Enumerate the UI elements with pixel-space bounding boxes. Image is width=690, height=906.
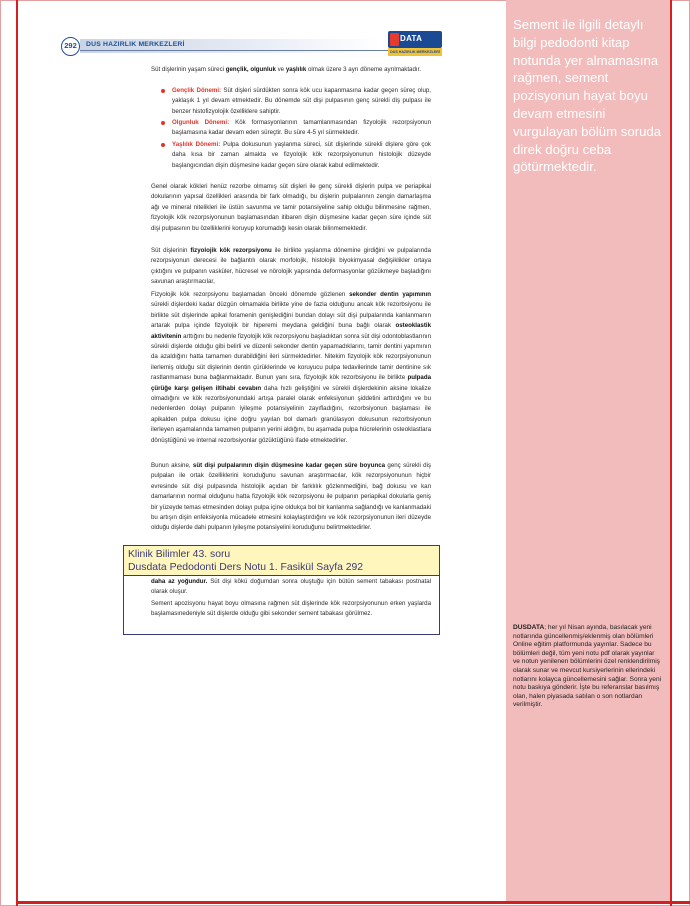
para4-bold: süt dişi pulpalarının dişin düşmesine kadar geçen süre boyunca xyxy=(192,462,386,469)
paragraph-4 xyxy=(151,461,431,534)
para5-post: Süt dişi kökü doğumdan sonra oluştuğu için bütün sement tabakası postnatal olarak oluşur. xyxy=(151,578,431,596)
bullet-item xyxy=(172,86,431,117)
para5-bold: daha az yoğundur. xyxy=(151,578,208,585)
bullet-term: Yaşlılık Dönemi: xyxy=(172,141,221,148)
bottom-border xyxy=(16,901,690,904)
reference-title: Klinik Bilimler 43. soru xyxy=(128,549,231,560)
reference-source: Dusdata Pedodonti Ders Notu 1. Fasikül Sayfa 292 xyxy=(128,562,364,573)
paragraph-1: Genel olarak kökleri henüz rezorbe olmamış süt dişleri ile genç sürekli dişlerin pulpa ve periapikal dokularının yapısal özellikleri arasında bir fark olmadığı, bu dişlerin pulpalarının zengin damarlaşma ağı ve mineral nitelikleri ile üstün savunma ve tamir potansiyeline sahip olduğu bilinmesine rağmen, fizyolojik kök rezorpsiyonunun başlamasından itibaren dişin düşmesine kadar geçen süre içinde süt dişi pulpasının bu özelliklerini koruyup korumadığı kesin olarak bilinmemektedir. xyxy=(151,183,431,232)
logo-subtext: DUS HAZIRLIK MERKEZLERİ xyxy=(388,48,442,56)
para2-bold: fizyolojik kök rezorpsiyonu xyxy=(190,247,272,254)
para2-pre: Süt dişlerinin xyxy=(151,247,191,254)
logo-text: DATA xyxy=(400,34,423,43)
paragraph-2 xyxy=(151,246,431,288)
bullet-text: Pulpa dokusunun yaşlanma süreci, süt dişlerinde sürekli dişlere göre çok daha kısa bir zaman almakta ve fizyolojik kök rezorpsiyonunun histolojik düzeyde başlangıcından dişin düşmesine kadar geçen süre olarak kabul edilmektedir. xyxy=(172,141,431,169)
bullet-item xyxy=(172,140,431,171)
bullet-icon xyxy=(160,87,166,93)
para3-bold-1: sekonder dentin yapımının xyxy=(349,291,431,298)
bullet-text: Süt dişleri sürdükten sonra kök ucu kapanmasına kadar geçen süreç olup, yaklaşık 1 yıl devam etmektedir. Bu dönemde süt dişi pulpasının genç sürekli diş pulpası ile benzer histofizyolojik özelliklere sahiptir. xyxy=(172,87,431,115)
dusdata-logo xyxy=(388,31,442,57)
bullet-text: Kök formasyonlarının tamamlanmasından fizyolojik rezorpsiyonun başlamasına kadar devam eden süreçtir. Bu süre 4-5 yıl sürmektedir. xyxy=(172,119,431,137)
side-small-note xyxy=(513,624,663,710)
side-note: Sement ile ilgili detaylı bilgi pedodonti kitap notunda yer almamasına rağmen, sement pozisyonun hayat boyu devam etmesini vurgulayan bölüm soruda direk doğru ceba götürmektedir. xyxy=(513,17,662,175)
bullet-icon xyxy=(160,141,166,147)
para3-mid-1: sürekli dişlerdeki kadar düzgün olmamakla birlikte yine de fazla olduğunu ancak kök rezorbsiyonu ile birlikte süt dişlerinde apikal foramenin genişlediğini bundan dolayı süt dişi pulpalarında kanlanmanın artarak pulpa içinde fizyolojik bir hiperemi meydana geldiğini buna bağlı olarak xyxy=(151,301,431,330)
para4-pre: Bunun aksine, xyxy=(151,462,193,469)
bullet-icon xyxy=(160,119,166,125)
left-border xyxy=(16,0,18,906)
para3-bold-2: osteoklastik aktivitenin xyxy=(151,322,431,340)
intro-paragraph xyxy=(151,65,431,75)
para3-mid-2: arttığını bu nedenle fizyolojik kök rezorpsiyonu başladıktan sonra süt dişi odontoblastlarının sürekli dişlerde olduğu gibi belirli ve düzenli sekonder dentin yapamadıklarını, tamir dentini yapımının da azaldığını hatta tamamen durabildiğini ileri sürmektedirler. Nitekim fizyolojik kök rezorpsiyonunun ilerlemiş olduğu süt dişlerinin dentin çürüklerinde ve koruyucu pulpa tedavilerinde tamir dentinine sık rastlanmaması buna bağlanmaktadır. Bunun yanı sıra, fizyolojik kök rezorbsiyonu ile birlikte xyxy=(151,332,431,382)
side-small-text: ; her yıl Nisan ayında, basılacak yeni notlarında güncellenmiş/eklenmiş olan bölümleri Online eğitim platformunda yayınlar. Sadece bu bölümleri değil, tüm yeni notu pdf olarak yayınlar ve notun yenilenen bölümlerini özel renklendirilmiş olarak sunar ve mevcut kursiyerlerinin ellerindeki notlarını kolayca güncellemesini sağlar. Sonra yeni notu baskıya gönderir. İşte bu referanslar basılmış olan, halen piyasada satılan o son notlardan verilmiştir. xyxy=(513,624,662,709)
intro-mid: ve xyxy=(275,66,286,73)
header-title: DUS HAZIRLIK MERKEZLERİ xyxy=(86,41,185,48)
logo-mark-icon xyxy=(390,33,399,46)
page-number: 292 xyxy=(61,37,80,56)
intro-bold-1: gençlik, olgunluk xyxy=(225,66,276,73)
para2-post: ile birlikte yaşlanma dönemine girdiğini ve pulpalarında rezorpsiyonun derecesi ile bağlantılı olarak morfolojik, histolojik biyokimyasal değişiklikler ortaya çıktığını ve pulpanın vasküler, hücresel ve nörolojik yapısında deformasyonlar gözükmeye başladığını savunan araştırmacılar, xyxy=(151,247,431,286)
intro-bold-2: yaşlılık xyxy=(285,66,307,73)
para4-post: genç sürekli diş pulpaları ile ortak özelliklerini koruduğunu savunan araştırmacılar, kök rezorpsiyonunun hiçbir evresinde süt dişi pulpasında histolojik açıdan bir farklılık gözlenmediğini, bağ dokusu ve kan damarlarının normal olduğunu hatta fizyolojik kök rezorpsiyonu ile pulpanın periapikal dokularla geniş bir yüzeyde temas etmesinden dolayı pulpa içine oldukça bol bir kanlanma sağlandığı ve kanlanmadaki bu artışın dişin enfeksiyonla mücadele etmesini kolaylaştırdığını ve kök rezorpsiyonunun ileri düzeyde olduğu dişlerde dahi pulpanın iyileşme potansiyelini koruduğunu belirtmektedirler. xyxy=(151,462,432,532)
paragraph-5 xyxy=(151,577,431,598)
bullet-item xyxy=(172,118,431,139)
para3-pre: Fizyolojik kök rezorpsiyonu başlamadan önceki dönemde gözlenen xyxy=(151,291,350,298)
para3-post: daha hızlı geliştiğini ve sürekli dişlerdekinin aksine lokalize olmadığını ve kök rezorbsiyonundaki artışa paralel olarak enfeksiyonun şiddetini arttırdığını ve bu nedenlerden dolayı pulpanın iyileşme potansiyelinin zayıfladığını, rezorbsiyonun başlaması ile apikalden pulpa dokusu içine doğru yayılan bol damarlı granülasyon dokusunun rezorbsiyonun ilerleyen aşamalarında tamamen pulpanın yerini aldığını, bu aşamada pulpa hücrelerinin osteoklastlara dönüştüğünü ve internal rezorbsiyonlar gözüktüğünü ifade etmektedirler. xyxy=(151,384,432,444)
side-small-brand: DUSDATA xyxy=(513,624,545,631)
intro-post: olmak üzere 3 ayrı döneme ayrılmaktadır. xyxy=(306,66,421,73)
intro-pre: Süt dişlerinin yaşam süreci xyxy=(151,66,226,73)
para3-bold-3: pulpada çürüğe karşı gelişen iltihabi cevabın xyxy=(151,374,431,392)
right-border xyxy=(670,0,672,906)
bullet-term: Olgunluk Dönemi: xyxy=(172,119,230,126)
paragraph-3 xyxy=(151,290,431,446)
paragraph-6: Sement apozisyonu hayat boyu olmasına rağmen süt dişlerinde kök rezorpsiyonunun erken yaşlarda başlamasınedeniyle süt dişlerde olduğu gibi sekonder sement tabakası görülmez. xyxy=(151,600,431,618)
bullet-term: Gençlik Dönemi: xyxy=(172,87,222,94)
